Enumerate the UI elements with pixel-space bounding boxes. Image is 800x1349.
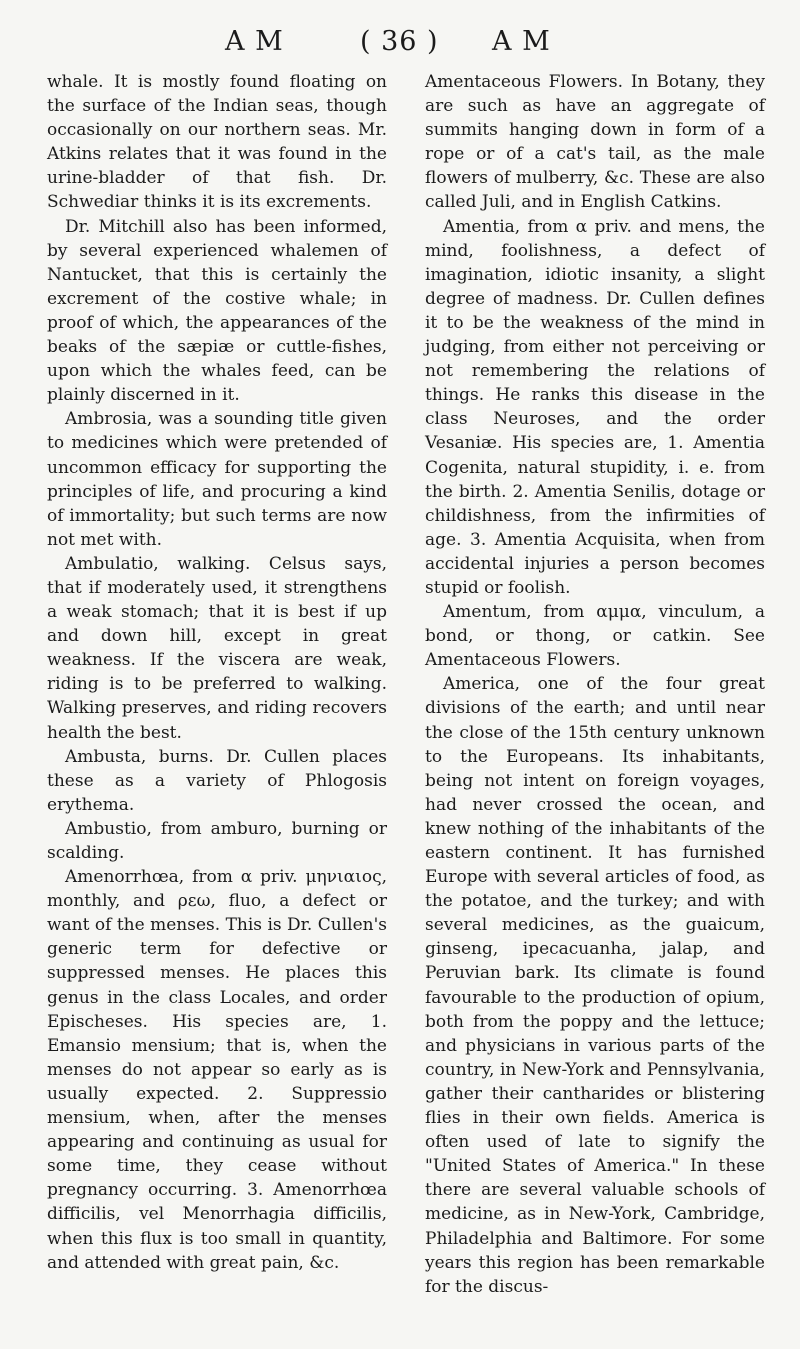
- entry-amenorrhoea: Amenorrhœa, from α priv. μηνιαιος, monthly, and ρεω, fluo, a defect or want of the menses. This is Dr. Cullen's generic term for defective or suppressed menses. He places this genus in the class Locales, and order Epischeses. His species are, 1. Emansio mensium; that is, when the menses do not appear so early as is usually expected. 2. Suppressio mensium, when, after the menses appearing and continuing as usual for some time, they cease without pregnancy occurring. 3. Amenorrhœa difficilis, vel Menorrhagia difficilis, when this flux is too small in quantity, and attended with great pain, &c.: [47, 867, 387, 1273]
- entry-ambusta: Ambusta, burns. Dr. Cullen places these as a variety of Phlogosis erythema.: [47, 746, 387, 815]
- page-header: [0, 26, 800, 66]
- entry-ambulatio: Ambulatio, walking. Celsus says, that if moderately used, it strengthens a weak stomach; that it is best if up and down hill, except in great weakness. If the viscera are weak, riding is to be preferred to walking. Walking preserves, and riding recovers health the best.: [47, 553, 387, 743]
- entry-ambustio: Ambustio, from amburo, burning or scalding.: [47, 818, 387, 863]
- entry-ambrosia: Ambrosia, was a sounding title given to medicines which were pretended of uncommon efficacy for supporting the principles of life, and procuring a kind of immortality; but such terms are now not met with.: [47, 409, 387, 550]
- header-running-title-right: A M: [492, 26, 551, 57]
- paragraph-mitchill: Dr. Mitchill also has been informed, by several experienced whalemen of Nantucket, that this is certainly the excrement of the costive whale; in proof of which, the appearances of the beaks of the sæpiæ or cuttle-fishes, upon which the whales feed, can be plainly discerned in it.: [47, 216, 387, 406]
- left-column: [47, 70, 387, 1275]
- entry-america: America, one of the four great divisions of the earth; and until near the close of the 15th century unknown to the Europeans. Its inhabitants, being not intent on foreign voyages, had never crossed the ocean, and knew nothing of the inhabitants of the eastern continent. It has furnished Europe with several articles of food, as the potatoe, and the turkey; and with several medicines, as the guaicum, ginseng, ipecacuanha, jalap, and Peruvian bark. Its climate is found favourable to the production of opium, both from the poppy and the lettuce; and physicians in various parts of the country, in New-York and Pennsylvania, gather their cantharides or blistering flies in their own fields. America is often used of late to signify the "United States of America." In these there are several valuable schools of medicine, as in New-York, Cambridge, Philadelphia and Baltimore. For some years this region has been remarkable for the discus-: [425, 674, 765, 1297]
- entry-amentia: Amentia, from α priv. and mens, the mind, foolishness, a defect of imagination, idiotic insanity, a slight degree of madness. Dr. Cullen defines it to be the weakness of the mind in judging, from either not perceiving or not remembering the relations of things. He ranks this disease in the class Neuroses, and the order Vesaniæ. His species are, 1. Amentia Cogenita, natural stupidity, i. e. from the birth. 2. Amentia Senilis, dotage or childishness, from the infirmities of age. 3. Amentia Acquisita, when from accidental injuries a person becomes stupid or foolish.: [425, 216, 765, 598]
- entry-amentaceous-flowers: Amentaceous Flowers. In Botany, they are such as have an aggregate of summits hanging down in form of a rope or of a cat's tail, as the male flowers of mulberry, &c. These are also called Juli, and in English Catkins.: [425, 72, 765, 213]
- right-column: [425, 70, 765, 1299]
- paragraph-whale-continuation: whale. It is mostly found floating on the surface of the Indian seas, though occasionally on our northern seas. Mr. Atkins relates that it was found in the urine-bladder of that fish. Dr. Schwediar thinks it is its excrements.: [47, 72, 387, 213]
- header-page-number: ( 36 ): [360, 26, 439, 57]
- header-running-title-left: A M: [225, 26, 284, 57]
- entry-amentum: Amentum, from αμμα, vinculum, a bond, or thong, or catkin. See Amentaceous Flowers.: [425, 602, 765, 671]
